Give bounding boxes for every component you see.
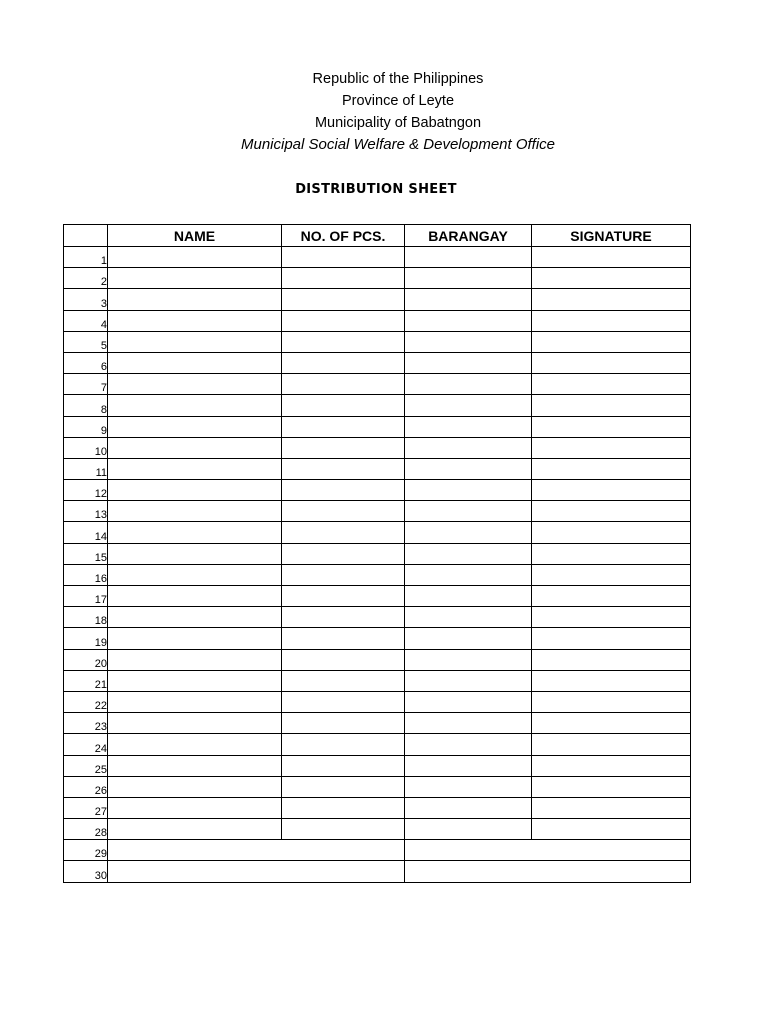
table-body xyxy=(64,247,691,883)
table-row xyxy=(64,861,691,882)
barangay-cell[interactable] xyxy=(405,543,532,564)
row-number: 27 xyxy=(64,797,108,818)
barangay-cell[interactable] xyxy=(405,819,532,840)
distribution-table xyxy=(63,224,691,883)
table-header-row xyxy=(64,225,691,247)
name-cell[interactable] xyxy=(108,289,282,310)
column-header-signature: SIGNATURE xyxy=(532,225,691,247)
barangay-cell[interactable] xyxy=(405,395,532,416)
signature-cell[interactable] xyxy=(532,352,691,373)
name-cell[interactable] xyxy=(108,395,282,416)
name-cell[interactable] xyxy=(108,374,282,395)
barangay-cell[interactable] xyxy=(405,713,532,734)
barangay-cell[interactable] xyxy=(405,289,532,310)
name-cell[interactable] xyxy=(108,247,282,268)
row-number: 22 xyxy=(64,691,108,712)
header-office: Municipal Social Welfare & Development Office xyxy=(240,136,556,153)
column-header-barangay: BARANGAY xyxy=(405,225,532,247)
table-row xyxy=(64,247,691,268)
signature-cell[interactable] xyxy=(532,522,691,543)
pcs-cell[interactable] xyxy=(282,586,405,607)
name-cell[interactable] xyxy=(108,268,282,289)
name-cell[interactable] xyxy=(108,607,282,628)
signature-cell[interactable] xyxy=(532,607,691,628)
row-number: 7 xyxy=(64,374,108,395)
row-number: 24 xyxy=(64,734,108,755)
pcs-cell[interactable] xyxy=(282,819,405,840)
row-number: 30 xyxy=(64,861,108,882)
barangay-cell[interactable] xyxy=(405,416,532,437)
table-row xyxy=(64,734,691,755)
row-number: 15 xyxy=(64,543,108,564)
name-cell[interactable] xyxy=(108,564,282,585)
pcs-cell[interactable] xyxy=(282,480,405,501)
signature-cell[interactable] xyxy=(532,564,691,585)
row-number: 11 xyxy=(64,458,108,479)
pcs-cell[interactable] xyxy=(282,289,405,310)
barangay-cell[interactable] xyxy=(405,734,532,755)
pcs-cell[interactable] xyxy=(282,797,405,818)
name-cell[interactable] xyxy=(108,480,282,501)
document-title: DISTRIBUTION SHEET xyxy=(295,182,457,197)
pcs-cell[interactable] xyxy=(282,501,405,522)
signature-cell[interactable] xyxy=(532,734,691,755)
name-cell[interactable] xyxy=(108,501,282,522)
table-row xyxy=(64,776,691,797)
row-number: 3 xyxy=(64,289,108,310)
header-province: Province of Leyte xyxy=(341,93,455,109)
row-number: 8 xyxy=(64,395,108,416)
barangay-cell[interactable] xyxy=(405,670,532,691)
barangay-cell[interactable] xyxy=(405,607,532,628)
barangay-cell[interactable] xyxy=(405,797,532,818)
table-row xyxy=(64,607,691,628)
row-number: 16 xyxy=(64,564,108,585)
signature-cell[interactable] xyxy=(532,797,691,818)
row-number: 10 xyxy=(64,437,108,458)
signature-cell[interactable] xyxy=(532,755,691,776)
signature-cell[interactable] xyxy=(532,628,691,649)
header-country: Republic of the Philippines xyxy=(312,71,484,87)
header-municipality: Municipality of Babatngon xyxy=(314,115,482,131)
table-row xyxy=(64,628,691,649)
table-row xyxy=(64,797,691,818)
table-row xyxy=(64,670,691,691)
table-row xyxy=(64,352,691,373)
pcs-cell[interactable] xyxy=(282,607,405,628)
row-number: 18 xyxy=(64,607,108,628)
table-row xyxy=(64,522,691,543)
table-row xyxy=(64,840,691,861)
pcs-cell[interactable] xyxy=(282,713,405,734)
table-row xyxy=(64,331,691,352)
signature-cell[interactable] xyxy=(532,437,691,458)
barangay-cell[interactable] xyxy=(405,458,532,479)
signature-cell[interactable] xyxy=(532,776,691,797)
signature-cell[interactable] xyxy=(532,543,691,564)
table-row xyxy=(64,416,691,437)
pcs-cell[interactable] xyxy=(282,352,405,373)
signature-cell[interactable] xyxy=(532,416,691,437)
pcs-cell[interactable] xyxy=(282,755,405,776)
pcs-cell[interactable] xyxy=(282,734,405,755)
name-cell[interactable] xyxy=(108,691,282,712)
name-cell[interactable] xyxy=(108,416,282,437)
name-cell[interactable] xyxy=(108,586,282,607)
table-row xyxy=(64,543,691,564)
table-row xyxy=(64,819,691,840)
merged-cell-left[interactable] xyxy=(108,861,405,882)
row-number: 19 xyxy=(64,628,108,649)
row-number: 6 xyxy=(64,352,108,373)
signature-cell[interactable] xyxy=(532,374,691,395)
column-header-pcs: NO. OF PCS. xyxy=(282,225,405,247)
pcs-cell[interactable] xyxy=(282,247,405,268)
name-cell[interactable] xyxy=(108,797,282,818)
row-number: 4 xyxy=(64,310,108,331)
row-number: 23 xyxy=(64,713,108,734)
row-number: 17 xyxy=(64,586,108,607)
row-number: 20 xyxy=(64,649,108,670)
barangay-cell[interactable] xyxy=(405,268,532,289)
merged-cell-left[interactable] xyxy=(108,840,405,861)
signature-cell[interactable] xyxy=(532,310,691,331)
signature-cell[interactable] xyxy=(532,670,691,691)
pcs-cell[interactable] xyxy=(282,437,405,458)
name-cell[interactable] xyxy=(108,543,282,564)
pcs-cell[interactable] xyxy=(282,543,405,564)
signature-cell[interactable] xyxy=(532,458,691,479)
merged-cell-right[interactable] xyxy=(405,840,691,861)
table-row xyxy=(64,289,691,310)
signature-cell[interactable] xyxy=(532,289,691,310)
row-number: 13 xyxy=(64,501,108,522)
signature-cell[interactable] xyxy=(532,649,691,670)
signature-cell[interactable] xyxy=(532,713,691,734)
column-header-name: NAME xyxy=(108,225,282,247)
table-row xyxy=(64,713,691,734)
row-number: 29 xyxy=(64,840,108,861)
barangay-cell[interactable] xyxy=(405,352,532,373)
barangay-cell[interactable] xyxy=(405,437,532,458)
name-cell[interactable] xyxy=(108,522,282,543)
pcs-cell[interactable] xyxy=(282,564,405,585)
name-cell[interactable] xyxy=(108,819,282,840)
column-header-number xyxy=(64,225,108,247)
name-cell[interactable] xyxy=(108,734,282,755)
merged-cell-right[interactable] xyxy=(405,861,691,882)
row-number: 25 xyxy=(64,755,108,776)
table-row xyxy=(64,374,691,395)
barangay-cell[interactable] xyxy=(405,776,532,797)
pcs-cell[interactable] xyxy=(282,776,405,797)
name-cell[interactable] xyxy=(108,713,282,734)
barangay-cell[interactable] xyxy=(405,247,532,268)
table-row xyxy=(64,501,691,522)
barangay-cell[interactable] xyxy=(405,480,532,501)
pcs-cell[interactable] xyxy=(282,374,405,395)
signature-cell[interactable] xyxy=(532,331,691,352)
signature-cell[interactable] xyxy=(532,586,691,607)
name-cell[interactable] xyxy=(108,352,282,373)
pcs-cell[interactable] xyxy=(282,416,405,437)
row-number: 28 xyxy=(64,819,108,840)
table-row xyxy=(64,649,691,670)
signature-cell[interactable] xyxy=(532,268,691,289)
signature-cell[interactable] xyxy=(532,691,691,712)
barangay-cell[interactable] xyxy=(405,755,532,776)
name-cell[interactable] xyxy=(108,458,282,479)
barangay-cell[interactable] xyxy=(405,522,532,543)
barangay-cell[interactable] xyxy=(405,564,532,585)
name-cell[interactable] xyxy=(108,310,282,331)
document-header xyxy=(0,68,768,156)
pcs-cell[interactable] xyxy=(282,649,405,670)
table-row xyxy=(64,395,691,416)
barangay-cell[interactable] xyxy=(405,310,532,331)
barangay-cell[interactable] xyxy=(405,374,532,395)
row-number: 9 xyxy=(64,416,108,437)
table-row xyxy=(64,437,691,458)
row-number: 21 xyxy=(64,670,108,691)
table-row xyxy=(64,755,691,776)
row-number: 26 xyxy=(64,776,108,797)
pcs-cell[interactable] xyxy=(282,458,405,479)
signature-cell[interactable] xyxy=(532,501,691,522)
barangay-cell[interactable] xyxy=(405,331,532,352)
name-cell[interactable] xyxy=(108,776,282,797)
signature-cell[interactable] xyxy=(532,395,691,416)
row-number: 2 xyxy=(64,268,108,289)
name-cell[interactable] xyxy=(108,628,282,649)
barangay-cell[interactable] xyxy=(405,501,532,522)
pcs-cell[interactable] xyxy=(282,268,405,289)
name-cell[interactable] xyxy=(108,755,282,776)
pcs-cell[interactable] xyxy=(282,628,405,649)
barangay-cell[interactable] xyxy=(405,586,532,607)
table-row xyxy=(64,480,691,501)
row-number: 1 xyxy=(64,247,108,268)
barangay-cell[interactable] xyxy=(405,628,532,649)
table-row xyxy=(64,691,691,712)
pcs-cell[interactable] xyxy=(282,310,405,331)
table-row xyxy=(64,458,691,479)
barangay-cell[interactable] xyxy=(405,649,532,670)
name-cell[interactable] xyxy=(108,649,282,670)
pcs-cell[interactable] xyxy=(282,670,405,691)
table-row xyxy=(64,310,691,331)
signature-cell[interactable] xyxy=(532,480,691,501)
signature-cell[interactable] xyxy=(532,819,691,840)
name-cell[interactable] xyxy=(108,670,282,691)
row-number: 5 xyxy=(64,331,108,352)
name-cell[interactable] xyxy=(108,437,282,458)
pcs-cell[interactable] xyxy=(282,691,405,712)
row-number: 14 xyxy=(64,522,108,543)
row-number: 12 xyxy=(64,480,108,501)
pcs-cell[interactable] xyxy=(282,395,405,416)
table-row xyxy=(64,586,691,607)
table-row xyxy=(64,564,691,585)
table-row xyxy=(64,268,691,289)
name-cell[interactable] xyxy=(108,331,282,352)
barangay-cell[interactable] xyxy=(405,691,532,712)
pcs-cell[interactable] xyxy=(282,331,405,352)
pcs-cell[interactable] xyxy=(282,522,405,543)
signature-cell[interactable] xyxy=(532,247,691,268)
